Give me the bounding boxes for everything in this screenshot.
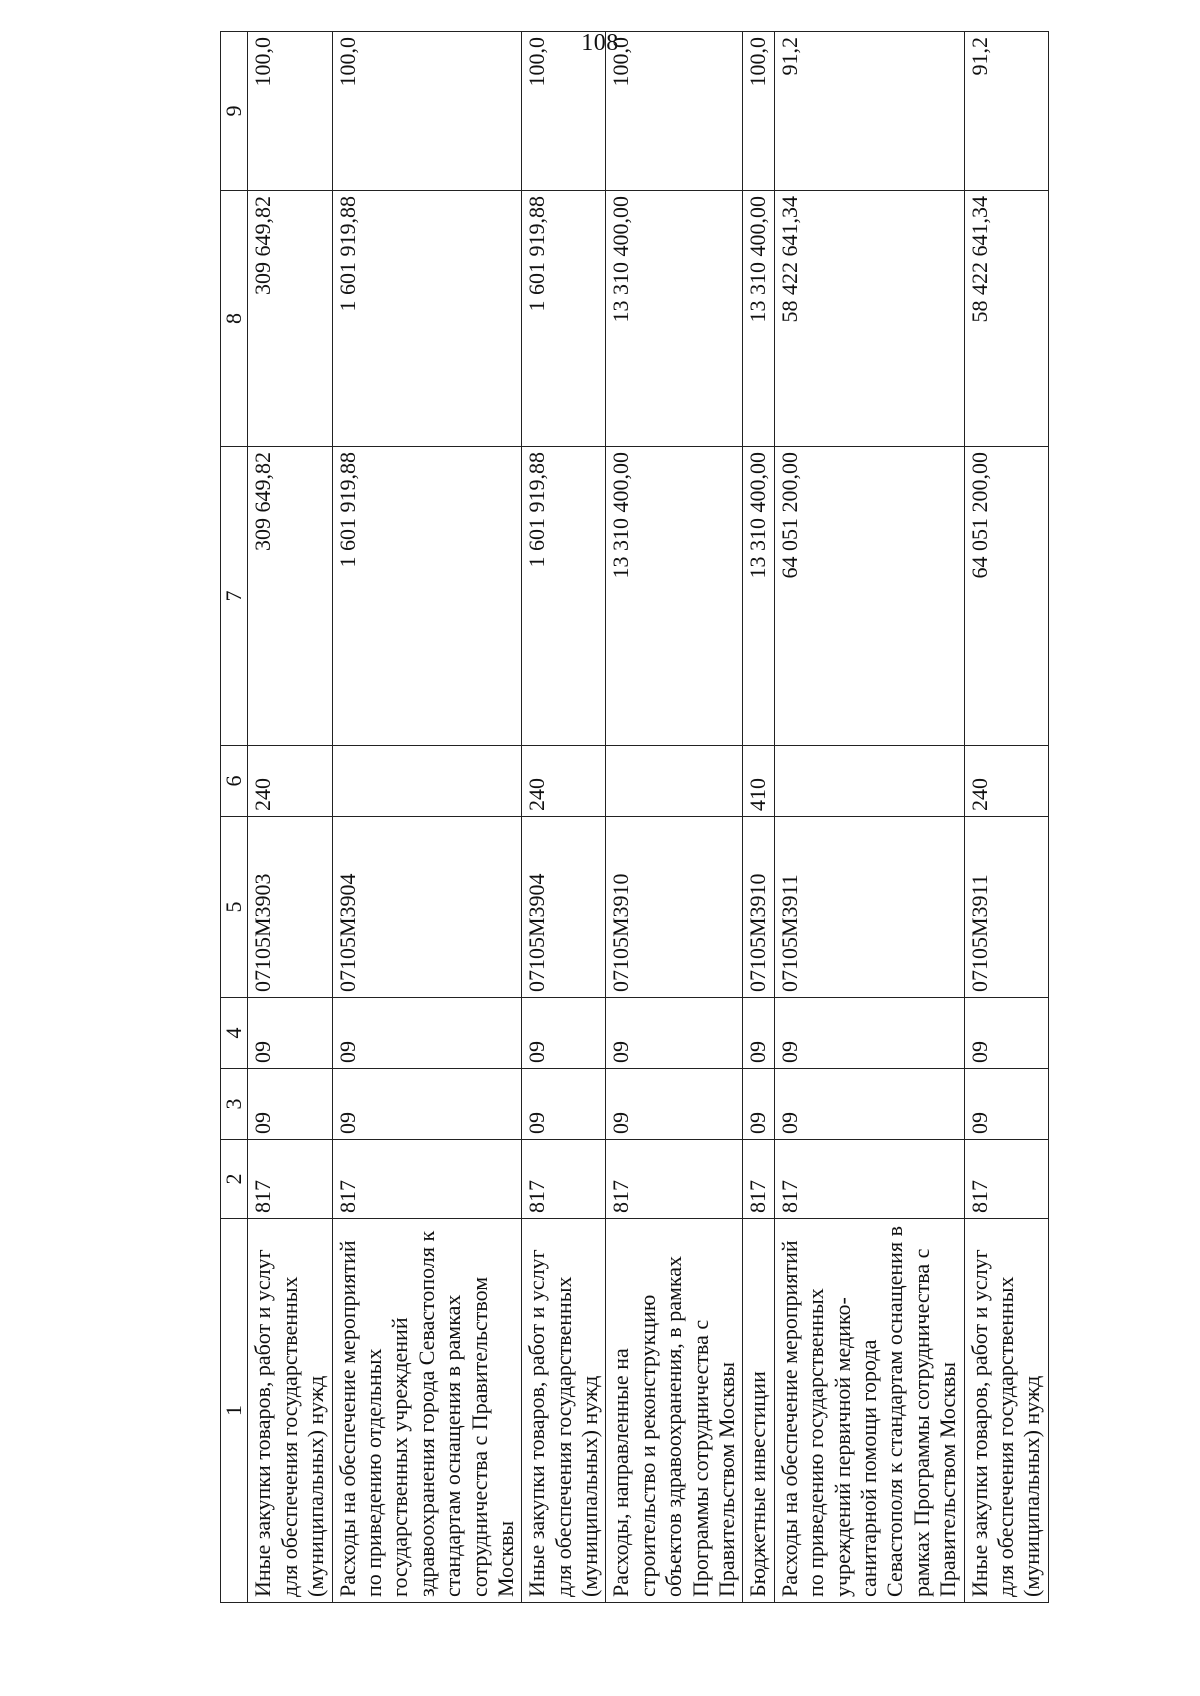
row-percent: 100,0: [332, 32, 522, 191]
page-number: 108: [581, 30, 619, 56]
row-subsection: 09: [522, 998, 606, 1069]
table-row: [606, 32, 743, 1603]
row-target-article: 07105М3911: [774, 817, 964, 998]
row-amount-planned: 13 310 400,00: [743, 447, 774, 746]
row-admin-code: 817: [332, 1140, 522, 1219]
row-expense-name: Расходы на обеспечение мероприятий по приведению государственных учреждений первичной медико-санитарной помощи города Севастополя к стандартам оснащения в рамках Программы сотрудничества с Правительством Москвы: [774, 1219, 964, 1603]
row-expense-type: 240: [248, 746, 332, 817]
row-percent: 91,2: [774, 32, 964, 191]
row-target-article: 07105М3904: [522, 817, 606, 998]
row-subsection: 09: [332, 998, 522, 1069]
row-percent: 100,0: [522, 32, 606, 191]
row-target-article: 07105М3903: [248, 817, 332, 998]
row-subsection: 09: [774, 998, 964, 1069]
row-amount-actual: 13 310 400,00: [606, 191, 743, 447]
table-row: [522, 32, 606, 1603]
row-amount-planned: 1 601 919,88: [332, 447, 522, 746]
row-amount-planned: 1 601 919,88: [522, 447, 606, 746]
row-admin-code: 817: [964, 1140, 1048, 1219]
header-col-8: 8: [221, 191, 248, 447]
row-target-article: 07105М3910: [606, 817, 743, 998]
table-row: [774, 32, 964, 1603]
row-section: 09: [606, 1069, 743, 1140]
row-expense-name: Бюджетные инвестиции: [743, 1219, 774, 1603]
header-col-2: 2: [221, 1140, 248, 1219]
row-target-article: 07105М3911: [964, 817, 1048, 998]
table-row: [964, 32, 1048, 1603]
row-percent: 100,0: [743, 32, 774, 191]
row-admin-code: 817: [248, 1140, 332, 1219]
row-section: 09: [743, 1069, 774, 1140]
row-expense-name: Расходы на обеспечение мероприятий по приведению отдельных государственных учреждений здравоохранения города Севастополя к стандартам оснащения в рамках сотрудничества с Правительством Москвы: [332, 1219, 522, 1603]
header-col-5: 5: [221, 817, 248, 998]
header-col-7: 7: [221, 447, 248, 746]
row-section: 09: [522, 1069, 606, 1140]
row-amount-planned: 64 051 200,00: [774, 447, 964, 746]
row-percent: 100,0: [248, 32, 332, 191]
header-col-1: 1: [221, 1219, 248, 1603]
row-admin-code: 817: [774, 1140, 964, 1219]
row-admin-code: 817: [606, 1140, 743, 1219]
row-expense-type: [332, 746, 522, 817]
row-amount-actual: 58 422 641,34: [774, 191, 964, 447]
row-expense-name: Иные закупки товаров, работ и услуг для обеспечения государственных (муниципальных) нужд: [522, 1219, 606, 1603]
row-target-article: 07105М3910: [743, 817, 774, 998]
row-section: 09: [248, 1069, 332, 1140]
row-percent: 100,0: [606, 32, 743, 191]
row-expense-type: 240: [522, 746, 606, 817]
table-header-row: [221, 32, 248, 1603]
row-subsection: 09: [743, 998, 774, 1069]
row-subsection: 09: [606, 998, 743, 1069]
row-target-article: 07105М3904: [332, 817, 522, 998]
row-expense-name: Иные закупки товаров, работ и услуг для обеспечения государственных (муниципальных) нужд: [248, 1219, 332, 1603]
row-amount-planned: 309 649,82: [248, 447, 332, 746]
header-col-3: 3: [221, 1069, 248, 1140]
table-row: [743, 32, 774, 1603]
row-amount-planned: 13 310 400,00: [606, 447, 743, 746]
header-col-6: 6: [221, 746, 248, 817]
row-expense-type: 240: [964, 746, 1048, 817]
row-amount-actual: 58 422 641,34: [964, 191, 1048, 447]
row-section: 09: [964, 1069, 1048, 1140]
row-amount-actual: 1 601 919,88: [522, 191, 606, 447]
table-row: [248, 32, 332, 1603]
header-col-4: 4: [221, 998, 248, 1069]
row-expense-name: Расходы, направленные на строительство и реконструкцию объектов здравоохранения, в рамках Программы сотрудничества с Правительством Москвы: [606, 1219, 743, 1603]
row-amount-actual: 1 601 919,88: [332, 191, 522, 447]
table-row: [332, 32, 522, 1603]
row-expense-type: [606, 746, 743, 817]
row-expense-type: 410: [743, 746, 774, 817]
row-section: 09: [332, 1069, 522, 1140]
row-amount-actual: 13 310 400,00: [743, 191, 774, 447]
row-expense-type: [774, 746, 964, 817]
row-subsection: 09: [964, 998, 1048, 1069]
row-expense-name: Иные закупки товаров, работ и услуг для обеспечения государственных (муниципальных) нужд: [964, 1219, 1048, 1603]
row-section: 09: [774, 1069, 964, 1140]
budget-table: [220, 31, 1049, 1603]
header-col-9: 9: [221, 32, 248, 191]
row-amount-planned: 64 051 200,00: [964, 447, 1048, 746]
row-percent: 91,2: [964, 32, 1048, 191]
row-admin-code: 817: [743, 1140, 774, 1219]
row-admin-code: 817: [522, 1140, 606, 1219]
row-amount-actual: 309 649,82: [248, 191, 332, 447]
row-subsection: 09: [248, 998, 332, 1069]
